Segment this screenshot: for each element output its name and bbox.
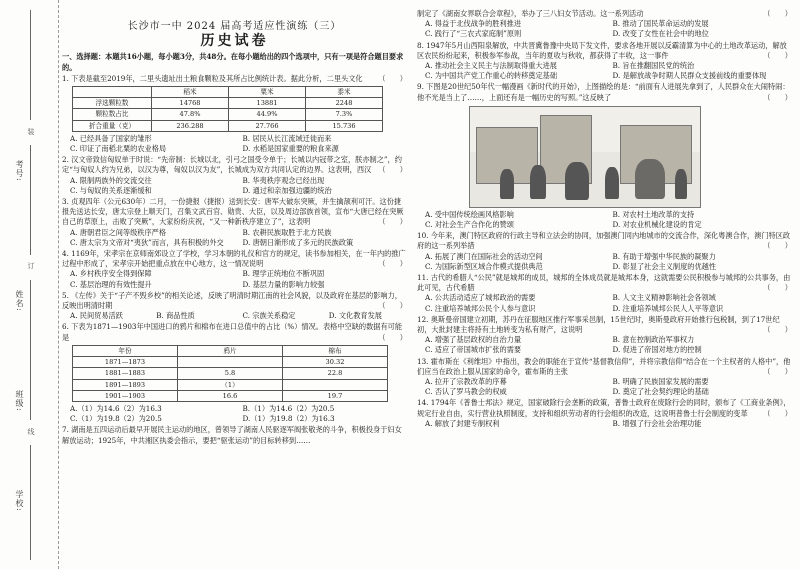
option-c[interactable]: C. 适应了帝国城市扩张的需要 <box>425 345 522 355</box>
question-5-options <box>62 311 407 321</box>
option-d[interactable]: D. 是解放战争时期人民群众支援前线的重要体现 <box>612 71 767 81</box>
answer-paren: （ ） <box>378 73 407 83</box>
option-b[interactable]: B. 推动了国民革命运动的发展 <box>612 19 709 29</box>
table-header-row <box>73 87 383 98</box>
paper-title: 历史试卷 <box>200 33 269 50</box>
binding-line <box>30 445 31 560</box>
answer-paren: （ ） <box>378 301 407 311</box>
table-cell: 5.8 <box>178 368 283 379</box>
table-cell: 1881—1883 <box>73 368 178 379</box>
table-cell: 折合重量（克） <box>73 120 152 131</box>
answer-paren: （ ） <box>763 9 792 18</box>
option-c[interactable]: C. 唐太宗为文帝对“夷狄”而言，具有积极的外交 <box>70 237 224 247</box>
binding-mark-staple: 订 <box>27 262 35 269</box>
question-14-options <box>417 419 792 429</box>
cartoon-figure <box>530 165 546 199</box>
answer-paren: （ ） <box>763 50 792 60</box>
question-11 <box>417 273 792 293</box>
cartoon-figure <box>605 167 619 199</box>
table-header-cell: 鸦片 <box>178 345 283 356</box>
option-a[interactable]: A. 得益于北伐战争的胜利推进 <box>425 19 522 29</box>
option-b[interactable]: B. 有助于增强中华民族的凝聚力 <box>612 251 716 261</box>
option-c[interactable]: C. 基层治理的有效性提升 <box>70 279 152 289</box>
question-12-options <box>417 335 792 355</box>
question-4 <box>62 249 407 269</box>
cartoon-figure <box>675 169 687 199</box>
cartoon-figure <box>565 162 589 200</box>
table-cell: 浮选颗粒数 <box>73 98 152 109</box>
option-a[interactable]: A. 民间贸易活跃 <box>70 311 123 321</box>
option-d[interactable]: D. 改变了女性在社会中的地位 <box>612 29 709 39</box>
option-b[interactable]: B. 农耕民族取胜于北方民族 <box>242 227 332 237</box>
option-b[interactable]: B. 增强了行会社会治理功能 <box>612 418 702 428</box>
option-d[interactable]: D. 通过和亲加强边疆的统治 <box>242 185 332 195</box>
question-6-options <box>62 404 407 424</box>
cartoon-illustration <box>469 106 701 208</box>
option-d[interactable]: D. 文化教育发展 <box>328 311 382 321</box>
table-cell: 16.6 <box>178 390 283 401</box>
table-cell: 7.3% <box>306 109 383 120</box>
option-c[interactable]: C.（1）为19.8（2）为20.5 <box>70 414 162 424</box>
question-stem: 1. 下表是截至2019年，二里头遗址出土粮食颗粒及其所占比例统计表。据此分析，二里头文化 <box>62 73 363 83</box>
question-7 <box>62 425 407 445</box>
table-cell: 15.736 <box>306 120 383 131</box>
answer-paren: （ ） <box>378 332 407 342</box>
table-cell <box>178 357 283 368</box>
option-d[interactable]: D. 基层力量的影响力较强 <box>242 279 325 289</box>
question-1 <box>62 74 407 84</box>
table-cell: 19.7 <box>283 390 388 401</box>
option-d[interactable]: D. 唐朝日渐形成了多元的民族政策 <box>242 237 354 247</box>
question-8-options <box>417 61 792 81</box>
option-a[interactable]: A. 公共活动适应了城邦政治的需要 <box>425 293 536 303</box>
option-b[interactable]: B. 意在控制政治军事权力 <box>612 335 695 345</box>
left-column <box>62 8 407 446</box>
question-14 <box>417 398 792 418</box>
school-title: 长沙市一中 2024 届高考适应性演练（三） <box>127 21 342 32</box>
table-header-cell: 棉布 <box>283 345 388 356</box>
option-d[interactable]: D. 水稻是国家重要的粮食来源 <box>242 144 339 154</box>
table-cell: 13881 <box>229 98 306 109</box>
option-b[interactable]: B. 商品性质 <box>156 311 195 321</box>
binding-mark-bind: 装 <box>27 128 35 135</box>
question-13 <box>417 357 792 377</box>
option-d[interactable]: D.（1）为19.8（2）为16.3 <box>242 414 335 424</box>
option-b[interactable]: B. 旨在推翻国民党的统治 <box>612 61 695 71</box>
table-row <box>73 357 388 368</box>
table-row <box>73 390 388 401</box>
question-13-options <box>417 377 792 397</box>
option-d[interactable]: D. 奠定了社会契约理论的基础 <box>612 387 709 397</box>
question-stem: 3. 贞观四年（公元630年）二月，一份捷报（捷报）送到长安：唐军大破东突厥，并生擒颉利可汗。这份捷报先送达长安，唐太宗登上顺天门，召集文武百官、勋贵、大臣，以及周边部族首领，宣布“大唐已经在突厥自己的草原上，击败了突厥”，大家纷纷庆祝，“又一种新秩序建立了”，这表明 <box>62 197 404 227</box>
answer-paren: （ ） <box>378 165 407 175</box>
question-9-options <box>417 210 792 230</box>
table-row <box>73 109 383 120</box>
table-header-cell <box>73 87 152 98</box>
answer-paren: （ ） <box>763 241 792 251</box>
table-cell <box>283 379 388 390</box>
question-7-continued <box>417 9 792 19</box>
question-stem: 10. 今年来，澳门特区政府的行政主导和立法会的协同，加强澳门同内地城市的交流合作，深化粤澳合作，澳门特区政府的这一系列举措 <box>417 231 791 251</box>
binding-line <box>30 10 31 120</box>
question-stem: 12. 奥斯曼帝国建立初期，苏丹在征服地区推行军事采邑制，15世纪时，奥斯曼政府开始推行包税制，到了17世纪初，大批封建主将持有土地转变为私有财产，这说明 <box>417 314 780 335</box>
option-b[interactable]: B. 对农村土地改革的支持 <box>612 209 695 219</box>
answer-paren: （ ） <box>378 217 407 227</box>
question-2 <box>62 155 407 175</box>
option-b[interactable]: B. 人文主义精神影响社会各领域 <box>612 293 716 303</box>
option-a[interactable]: A. 限制两族外的交流交往 <box>70 175 152 185</box>
table-cell: 1891—1893 <box>73 379 178 390</box>
table-header-cell: 黍米 <box>306 87 383 98</box>
question-11-options <box>417 293 792 313</box>
option-c[interactable]: C. 与匈奴的关系逐渐缓和 <box>70 185 152 195</box>
table-row <box>73 368 388 379</box>
option-c[interactable]: C. 否认了罗马教会的权威 <box>425 387 507 397</box>
cartoon-figure <box>635 159 665 199</box>
question-4-options <box>62 269 407 289</box>
question-2-options <box>62 176 407 196</box>
question-10 <box>417 231 792 251</box>
question-stem: 2. 汉文帝致信匈奴单于时说：“先帝制：长城以北，引弓之国受令单于；长城以内冠带之室，朕亦制之”，约定“与匈奴人约为兄弟，以汉为尊，匈奴以汉为友”，长城成为双方共同认定的边界。这表明，西汉 <box>62 155 402 175</box>
option-a[interactable]: A. 解放了封建专制权利 <box>425 418 500 428</box>
option-b[interactable]: B.（1）为14.6（2）为20.5 <box>242 403 335 413</box>
question-stem: 11. 古代的希腊人“公民”就是城邦的成员，城邦的全体成员就是城邦本身，这就需要公民积极参与城邦的公共事务，由此可见，古代希腊 <box>417 273 791 293</box>
option-d[interactable]: D. 对农业机械化建设的肯定 <box>612 220 702 230</box>
question-12 <box>417 315 792 335</box>
question-3 <box>62 197 407 228</box>
binding-mark-line: 线 <box>27 428 35 435</box>
answer-paren: （ ） <box>763 408 792 418</box>
table-header-cell: 粟米 <box>229 87 306 98</box>
question-10-options <box>417 252 792 272</box>
option-a[interactable]: A. 拉开了宗教改革的序幕 <box>425 377 507 387</box>
binding-line <box>30 280 31 420</box>
binding-line <box>30 145 31 255</box>
table-cell: 1871—1873 <box>73 357 178 368</box>
section-heading: 一、选择题：本题共16小题，每小题3分，共48分。在每小题给出的四个选项中，只有一项是符合题目要求的。 <box>62 52 404 72</box>
option-a[interactable]: A. 乡村秩序安全得到保障 <box>70 269 152 279</box>
question-stem: 4. 1169年，宋孝宗在京师南郊设立了学校，学习本朝的礼仪和官方的规定，读书参加相关，在一年内的推广过程中形成了，宋孝宗开始把重点放在中心地方，这一情况说明 <box>62 249 406 269</box>
table-cell: 1901—1903 <box>73 390 178 401</box>
binding-label-class: 班级: <box>15 390 24 412</box>
option-c[interactable]: C. 宗族关系稳定 <box>242 311 296 321</box>
question-stem: 13. 霍布斯在《利维坦》中指出，教会的职能在于宣传“基督教信仰”，并将宗教信仰“结合在一个主权者的人格中”，他们应当在政治上服从国家的命令，霍布斯的主张 <box>417 356 791 376</box>
question-stem: 6. 下表为1871—1903年中国进口的鸦片和棉布在进口总值中的占比（%）情况。表格中空缺的数据有可能是 <box>62 322 403 342</box>
table-row <box>73 98 383 109</box>
question-stem: 5. 《左传》关于“子产不毁乡校”的相关论述，反映了明清时期江南的社会风貌，以及政府在基层的影响力，反映出明清时期 <box>62 290 402 311</box>
table-cell: 47.8% <box>152 109 229 120</box>
answer-paren: （ ） <box>763 92 792 102</box>
table-cell: （1） <box>178 379 283 390</box>
option-b[interactable]: B. 华夷秩序观念已经出现 <box>242 175 325 185</box>
option-c[interactable]: C. 为国际新型区域合作模式提供典范 <box>425 261 543 271</box>
question-7-options <box>417 19 792 39</box>
table-header-cell: 稻米 <box>152 87 229 98</box>
question-stem: 7. 湖南是五四运动后最早开展民主运动的地区，曾领导了湖南人民驱逐军阀张敬尧的斗争，积极投身于妇女解放运动；1925年，中共湘区执委会指示，要把“驱张运动”的目标转移到…… <box>62 425 402 445</box>
option-a[interactable]: A.（1）为14.6（2）为16.3 <box>70 403 162 413</box>
option-c[interactable]: C. 践行了“三农式家庭制”原则 <box>425 29 522 39</box>
table-cell: 颗粒数占比 <box>73 109 152 120</box>
question-8 <box>417 41 792 61</box>
option-a[interactable]: A. 已经具备了国家的雏形 <box>70 133 152 143</box>
option-b[interactable]: B. 理学正统地位不断巩固 <box>242 269 325 279</box>
table-cell: 236.288 <box>152 120 229 131</box>
option-d[interactable]: D. 注重培养城邦公民人人平等意识 <box>612 303 724 313</box>
question-1-table <box>72 86 383 132</box>
option-a[interactable]: A. 唐朝君臣之间等级秩序严格 <box>70 227 167 237</box>
table-cell: 2248 <box>306 98 383 109</box>
question-9 <box>417 82 792 102</box>
table-header-cell: 年份 <box>73 345 178 356</box>
table-cell: 27.766 <box>229 120 306 131</box>
option-a[interactable]: A. 增强了基层政权的自治力量 <box>425 335 522 345</box>
question-6 <box>62 322 407 342</box>
question-5 <box>62 291 407 311</box>
binding-label-school: 学校: <box>15 490 24 512</box>
table-cell: 22.8 <box>283 368 388 379</box>
question-stem: 制定了《湖南女界联合会章程》，举办了三八妇女节活动。这一系列活动 <box>417 9 644 18</box>
binding-strip <box>0 0 59 569</box>
question-3-options <box>62 228 407 248</box>
cartoon-figure <box>500 169 514 199</box>
answer-paren: （ ） <box>763 366 792 376</box>
question-6-table <box>72 345 388 402</box>
option-a[interactable]: A. 拓展了澳门在国际社会的活动空间 <box>425 251 543 261</box>
option-c[interactable]: C. 对社会生产合作化的赞颂 <box>425 220 514 230</box>
option-d[interactable]: D. 彰显了社会主义制度的优越性 <box>612 261 717 271</box>
option-c[interactable]: C. 注重培养城邦公民个人参与意识 <box>425 303 536 313</box>
table-cell: 14768 <box>152 98 229 109</box>
option-b[interactable]: B. 居民从长江流域迁徙而来 <box>242 133 332 143</box>
option-a[interactable]: A. 推动社会主义民主与法制取得重大进展 <box>425 61 557 71</box>
binding-label-name: 姓名: <box>15 290 24 312</box>
option-c[interactable]: C. 印证了南稻北粟的农业格局 <box>70 144 167 154</box>
table-cell: 30.32 <box>283 357 388 368</box>
question-stem: 14. 1794年《普鲁士邦法》规定，国家破除行会垄断的政策，普鲁士政府在废除行会的同时，颁布了《工商业条例》，规定行业自由，实行营业执照制度，支持和组织劳动者的行会组织的改造，这说明普鲁士行会制度的变革 <box>417 398 791 418</box>
binding-label-exam-number: 考号: <box>15 160 24 182</box>
right-column <box>417 8 792 429</box>
question-stem: 9. 下图是20世纪50年代一幅漫画《新时代的开始》，上图描绘的是：“前面有人进展先拿到了，人民群众在大闹特闹：他不光是当上了……，上面还有是一幅历史的写照。”这反映了 <box>417 82 790 102</box>
option-a[interactable]: A. 受中国传统绘画风格影响 <box>425 209 514 219</box>
answer-paren: （ ） <box>378 259 407 269</box>
option-d[interactable]: D. 促进了帝国对地方的控制 <box>612 345 702 355</box>
question-stem: 8. 1947年5月山西阳泉解放，中共晋冀鲁豫中央局下发文件，要求各地开展以反霸清算为中心的土地改革运动，解放区农民纷纷起来，积极参军参战，当年的夏收与秋收，都获得了丰收，这一事件 <box>417 40 787 60</box>
option-b[interactable]: B. 明确了民族国家发展的需要 <box>612 377 709 387</box>
option-c[interactable]: C. 为中国共产党工作重心的转移奠定基础 <box>425 71 558 81</box>
answer-paren: （ ） <box>763 325 792 335</box>
table-row <box>73 379 388 390</box>
answer-paren: （ ） <box>763 283 792 293</box>
table-header-row <box>73 345 388 356</box>
table-row <box>73 120 383 131</box>
table-cell: 44.9% <box>229 109 306 120</box>
question-1-options <box>62 134 407 154</box>
